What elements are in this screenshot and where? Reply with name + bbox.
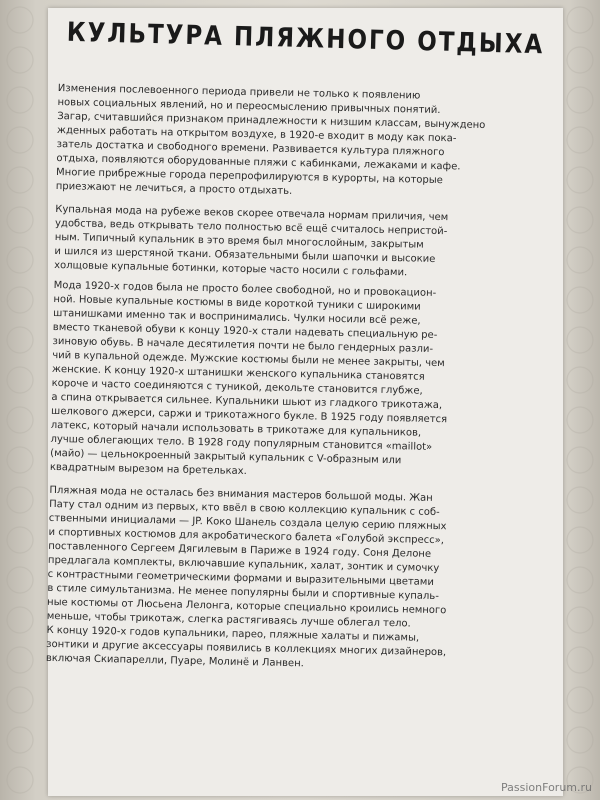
panel-text	[46, 82, 556, 685]
paragraph-swim-fashion: Купальная мода на рубеже веков скорее отвечала нормам приличия, чем удобства, ведь открывать тело полностью всё ещё считалось непристой- ным. Типичный купальник в это время был многослойным, закрытым и шился из шерстяной ткани. Обязательными были шапочки и высокие холщовые купальные ботинки, которые часто носили с гольфами.	[54, 203, 449, 279]
watermark: PassionForum.ru	[501, 781, 592, 794]
wall-pattern-right	[560, 0, 600, 800]
exhibit-panel	[45, 8, 563, 796]
paragraph-tan-culture: Изменения послевоенного периода привели не только к появлению новых социальных явлений, но и переосмыслению привычных понятий. Загар, считавшийся признаком принадлежности к низшим классам, вынуждено жденных работать на открытом воздухе, в 1920-е входит в моду как пока- затель достатка и свободного времени. Развивается культура пляжного отдыха, появляются оборудованные пляжи с кабинками, лежаками и кафе. Многие прибрежные города перепрофилируются в курорты, на которые приезжают не лечиться, а просто отдыхать.	[55, 82, 486, 197]
paragraph-1920s-fashion: Мода 1920-х годов была не просто более свободной, но и провокацион- ной. Новые купальные костюмы в виде короткой туники с широкими штанишками именно так и воспринимались. Чулки носили всё реже, вместо тканевой обуви к концу 1920-х стали надевать специальную ре- зиновую обувь. В начале десятилетия почти не было гендерных разли- чий в купальной одежде. Мужские костюмы были не менее закрыты, чем женские. К концу 1920-х штанишки женского купальника становятся короче и часто соединяются с туникой, декольте становится глубже, а спина открывается сильнее. Купальники шьют из гладкого трикотажа, шелкового джерси, саржи и трикотажного букле. В 1925 году появляется латекс, который начали использовать в трикотаже для купальников, лучше облегающих тело. В 1928 году популярным становится «maillot» (майо) — цельнокроенный закрытый купальник с V-образным или квадратным вырезом на бретельках.	[49, 279, 448, 478]
wall-pattern-left	[0, 0, 40, 800]
panel-title: КУЛЬТУРА ПЛЯЖНОГО ОТДЫХА	[66, 17, 545, 61]
paragraph-haute-couture: Пляжная мода не осталась без внимания мастеров большой моды. Жан Пату стал одним из первых, кто ввёл в свою коллекцию купальник с соб- ственными инициалами — JP. Коко Шанель создала целую серию пляжных и спортивных костюмов для акробатического балета «Голубой экспресс», поставленного Сергеем Дягилевым в Париже в 1924 году. Соня Делоне предлагала комплекты, включавшие купальник, халат, зонтик и сумочку с контрастными геометрическими формами и выразительными цветами в стиле симультанизма. Не менее популярны были и спортивные купаль- ные костюмы от Люсьена Лелонга, которые специально кроились немного меньше, чтобы трикотаж, слегка растягиваясь лучше облегал тело. К концу 1920-х годов купальники, парео, пляжные халаты и пижамы, зонтики и другие аксессуары появились в коллекциях многих дизайнеров, включая Скиапарелли, Пуаре, Молинё и Ланвен.	[45, 484, 447, 670]
